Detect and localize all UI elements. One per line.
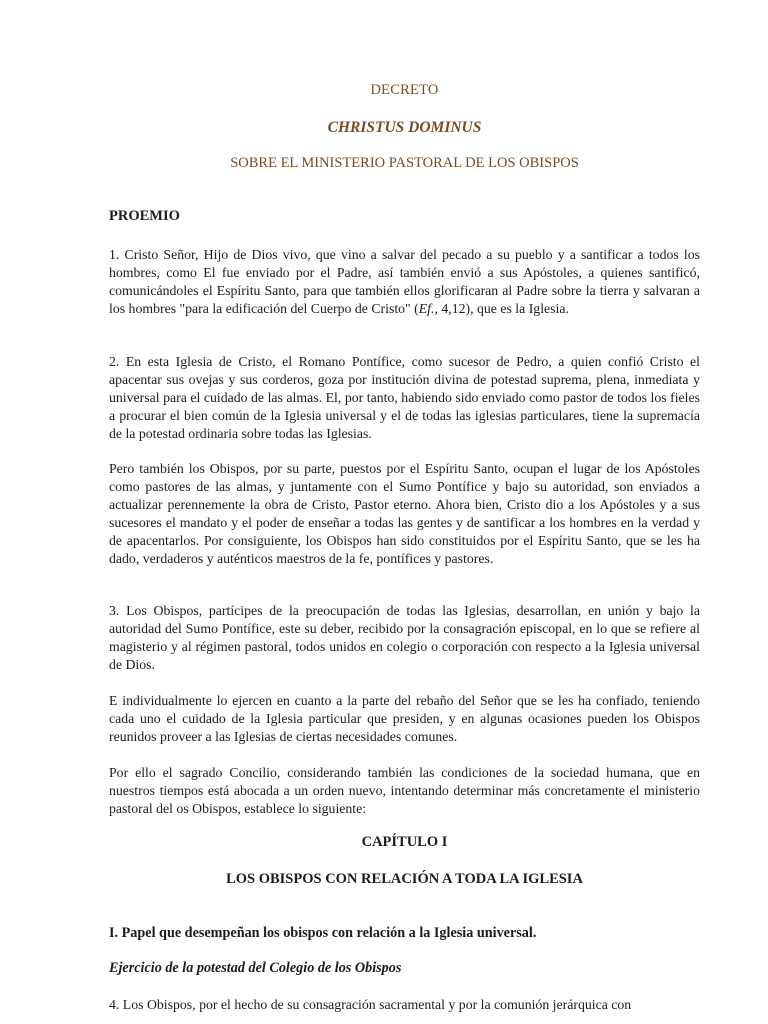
paragraph-1-text: 1. Cristo Señor, Hijo de Dios vivo, que vino a salvar del pecado a su pueblo y a santificar a todos los hombres, como El fue enviado por el Padre, así también envió a sus Apóstoles, a quienes santificó, comunicándoles el Espíritu Santo, para que también ellos glorificaran al Padre sobre la tierra y salvaran a los hombres "para la edificación del Cuerpo de Cristo" (	[109, 247, 700, 316]
paragraph-1-text-end: , 4,12), que es la Iglesia.	[434, 301, 569, 316]
decree-label: DECRETO	[370, 82, 439, 98]
paragraph-4: 3. Los Obispos, partícipes de la preocupación de todas las Iglesias, desarrollan, en unión y bajo la autoridad del Sumo Pontífice, este su deber, recibido por la consagración episcopal, en lo que se refiere al magisterio y al régimen pastoral, todos unidos en colegio o corporación con respecto a la Iglesia universal de Dios.	[109, 603, 700, 672]
scripture-reference: Ef.	[418, 301, 435, 316]
paragraph-2: 2. En esta Iglesia de Cristo, el Romano Pontífice, como sucesor de Pedro, a quien confió Cristo el apacentar sus ovejas y sus corderos, goza por institución divina de potestad suprema, plena, inmediata y universal para el cuidado de las almas. El, por tanto, habiendo sido enviado como pastor de todos los fieles a procurar el bien común de la Iglesia universal y el de todas las iglesias particulares, tiene la supremacía de la potestad ordinaria sobre todas las Iglesias.	[109, 354, 700, 441]
paragraph-3: Pero también los Obispos, por su parte, puestos por el Espíritu Santo, ocupan el lugar de los Apóstoles como pastores de las almas, y juntamente con el Sumo Pontífice y bajo su autoridad, son enviados a actualizar perennemente la obra de Cristo, Pastor eterno. Ahora bien, Cristo dio a los Apóstoles y a sus sucesores el mandato y el poder de enseñar a todas las gentes y de santificar a los hombres en la verdad y de apacentarlos. Por consiguiente, los Obispos han sido constituidos por el Espíritu Santo, que se les ha dado, verdaderos y auténticos maestros de la fe, pontífices y pastores.	[109, 461, 700, 566]
paragraph-1	[109, 246, 700, 318]
chapter-title: LOS OBISPOS CON RELACIÓN A TODA LA IGLESIA	[226, 871, 583, 887]
chapter-number: CAPÍTULO I	[361, 834, 448, 850]
paragraph-6: Por ello el sagrado Concilio, considerando también las condiciones de la sociedad humana, que en nuestros tiempos está abocada a un orden nuevo, intentando determinar más concretamente el ministerio pastoral del os Obispos, establece lo siguiente:	[109, 765, 700, 816]
paragraph-7: 4. Los Obispos, por el hecho de su consagración sacramental y por la comunión jerárquica con	[109, 997, 632, 1012]
paragraph-5: E individualmente lo ejercen en cuanto a la parte del rebaño del Señor que se les ha confiado, teniendo cada uno el cuidado de la Iglesia particular que presiden, y en algunas ocasiones pueden los Obispos reunidos proveer a las Iglesias de ciertas necesidades comunes.	[109, 693, 700, 744]
subsection-heading: Ejercicio de la potestad del Colegio de los Obispos	[109, 960, 402, 976]
document-subtitle: SOBRE EL MINISTERIO PASTORAL DE LOS OBISPOS	[230, 155, 579, 171]
document-title: CHRISTUS DOMINUS	[327, 119, 482, 136]
proemio-heading: PROEMIO	[109, 208, 180, 224]
section-heading: I. Papel que desempeñan los obispos con relación a la Iglesia universal.	[109, 925, 537, 941]
